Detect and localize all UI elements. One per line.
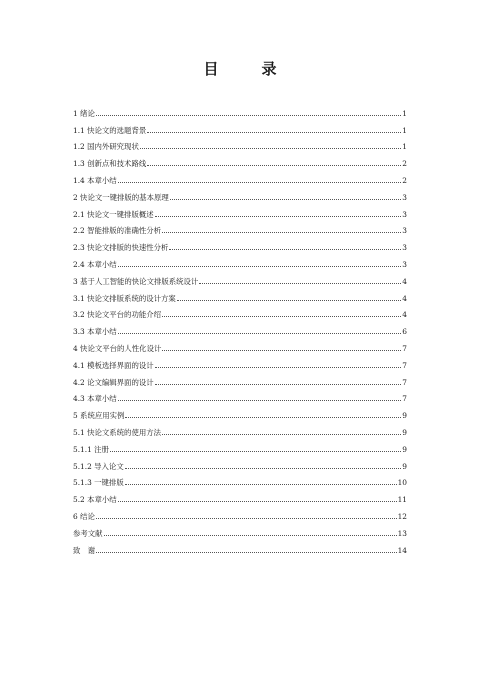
toc-entry-page-number: 1 — [402, 142, 407, 152]
toc-entry-page-number: 3 — [402, 209, 407, 219]
dot-leader — [104, 535, 397, 536]
toc-entry-page-number: 1 — [402, 108, 407, 118]
toc-entry-label: 1 绪论 — [73, 108, 95, 118]
toc-entry-label: 致 谢 — [73, 545, 96, 555]
toc-entry-page-number: 3 — [402, 226, 407, 236]
toc-entry-page-number: 10 — [397, 478, 407, 488]
dot-leader — [125, 468, 402, 469]
toc-entry-label: 2 快论文一键排版的基本原理 — [73, 192, 169, 202]
toc-entry-label: 1.2 国内外研究现状 — [73, 142, 139, 152]
toc-entry[interactable] — [73, 454, 407, 471]
dot-leader — [155, 384, 402, 385]
dot-leader — [118, 182, 402, 183]
table-of-contents — [73, 101, 407, 555]
toc-entry-page-number: 13 — [397, 528, 407, 538]
toc-entry-page-number: 9 — [402, 444, 407, 454]
toc-entry[interactable] — [73, 353, 407, 370]
dot-leader — [147, 165, 401, 166]
toc-entry[interactable] — [73, 387, 407, 404]
toc-entry-label: 3.3 本章小结 — [73, 327, 117, 337]
toc-entry-label: 5.1.2 导入论文 — [73, 461, 124, 471]
toc-entry[interactable] — [73, 168, 407, 185]
toc-entry[interactable] — [73, 202, 407, 219]
toc-entry-page-number: 7 — [402, 377, 407, 387]
toc-entry[interactable] — [73, 303, 407, 320]
toc-entry-label: 参考文献 — [73, 528, 103, 538]
toc-entry-label: 3.1 快论文排版系统的设计方案 — [73, 293, 176, 303]
toc-entry-label: 5.1.3 一键排版 — [73, 478, 124, 488]
toc-entry-page-number: 12 — [397, 511, 407, 521]
toc-entry-page-number: 9 — [402, 461, 407, 471]
dot-leader — [155, 216, 402, 217]
dot-leader — [140, 148, 401, 149]
toc-entry-page-number: 4 — [402, 293, 407, 303]
dot-leader — [96, 552, 396, 553]
toc-entry-label: 4.1 模板选择界面的设计 — [73, 360, 154, 370]
toc-entry[interactable] — [73, 252, 407, 269]
toc-entry-label: 2.4 本章小结 — [73, 259, 117, 269]
toc-entry[interactable] — [73, 118, 407, 135]
toc-entry-page-number: 4 — [402, 276, 407, 286]
toc-entry[interactable] — [73, 471, 407, 488]
toc-entry-label: 3 基于人工智能的快论文排版系统设计 — [73, 276, 199, 286]
toc-entry-page-number: 4 — [402, 310, 407, 320]
dot-leader — [147, 132, 401, 133]
toc-entry-label: 5.1 快论文系统的使用方法 — [73, 427, 162, 437]
dot-leader — [170, 199, 402, 200]
toc-entry-page-number: 11 — [397, 495, 407, 505]
toc-entry[interactable] — [73, 319, 407, 336]
dot-leader — [125, 484, 397, 485]
toc-entry-page-number: 7 — [402, 360, 407, 370]
toc-entry[interactable] — [73, 286, 407, 303]
toc-entry-label: 3.2 快论文平台的功能介绍 — [73, 310, 162, 320]
toc-entry[interactable] — [73, 336, 407, 353]
toc-entry-label: 5.2 本章小结 — [73, 495, 117, 505]
dot-leader — [162, 350, 401, 351]
toc-entry-page-number: 14 — [397, 545, 407, 555]
toc-entry-page-number: 3 — [402, 192, 407, 202]
toc-entry-page-number: 6 — [402, 327, 407, 337]
toc-entry[interactable] — [73, 403, 407, 420]
dot-leader — [162, 434, 401, 435]
dot-leader — [177, 300, 402, 301]
dot-leader — [162, 232, 401, 233]
toc-entry-page-number: 3 — [402, 259, 407, 269]
dot-leader — [118, 501, 397, 502]
dot-leader — [125, 417, 401, 418]
toc-entry-label: 1.3 创新点和技术路线 — [73, 159, 147, 169]
dot-leader — [155, 367, 402, 368]
toc-entry-label: 6 结论 — [73, 511, 95, 521]
toc-entry[interactable] — [73, 151, 407, 168]
toc-entry-label: 2.3 快论文排版的快速性分析 — [73, 243, 169, 253]
toc-entry[interactable] — [73, 437, 407, 454]
toc-entry[interactable] — [73, 101, 407, 118]
toc-entry-label: 2.2 智能排版的准确性分析 — [73, 226, 162, 236]
dot-leader — [118, 400, 402, 401]
toc-entry-label: 5.1.1 注册 — [73, 444, 109, 454]
page-title: 目 录 — [203, 60, 291, 78]
dot-leader — [169, 249, 401, 250]
toc-entry-page-number: 1 — [402, 125, 407, 135]
dot-leader — [96, 518, 397, 519]
toc-entry[interactable] — [73, 370, 407, 387]
toc-entry[interactable] — [73, 487, 407, 504]
toc-entry-page-number: 7 — [402, 343, 407, 353]
dot-leader — [110, 451, 401, 452]
toc-entry-label: 2.1 快论文一键排版概述 — [73, 209, 154, 219]
toc-entry-label: 4.3 本章小结 — [73, 394, 117, 404]
toc-entry[interactable] — [73, 235, 407, 252]
toc-entry[interactable] — [73, 538, 407, 555]
toc-entry[interactable] — [73, 521, 407, 538]
toc-entry[interactable] — [73, 269, 407, 286]
toc-entry-page-number: 7 — [402, 394, 407, 404]
toc-entry[interactable] — [73, 185, 407, 202]
toc-entry-label: 1.4 本章小结 — [73, 175, 117, 185]
dot-leader — [199, 283, 401, 284]
toc-entry-page-number: 2 — [402, 175, 407, 185]
toc-entry-page-number: 3 — [402, 243, 407, 253]
toc-entry[interactable] — [73, 219, 407, 236]
toc-entry-label: 4 快论文平台的人性化设计 — [73, 343, 162, 353]
dot-leader — [118, 266, 402, 267]
toc-entry-page-number: 9 — [402, 427, 407, 437]
dot-leader — [118, 333, 402, 334]
toc-entry[interactable] — [73, 420, 407, 437]
toc-entry-label: 1.1 快论文的选题背景 — [73, 125, 147, 135]
toc-entry-page-number: 2 — [402, 159, 407, 169]
toc-entry-label: 5 系统应用实例 — [73, 411, 125, 421]
toc-entry-page-number: 9 — [402, 411, 407, 421]
toc-entry[interactable] — [73, 135, 407, 152]
toc-entry-label: 4.2 论文编辑界面的设计 — [73, 377, 154, 387]
dot-leader — [162, 316, 401, 317]
dot-leader — [96, 115, 401, 116]
toc-entry[interactable] — [73, 504, 407, 521]
